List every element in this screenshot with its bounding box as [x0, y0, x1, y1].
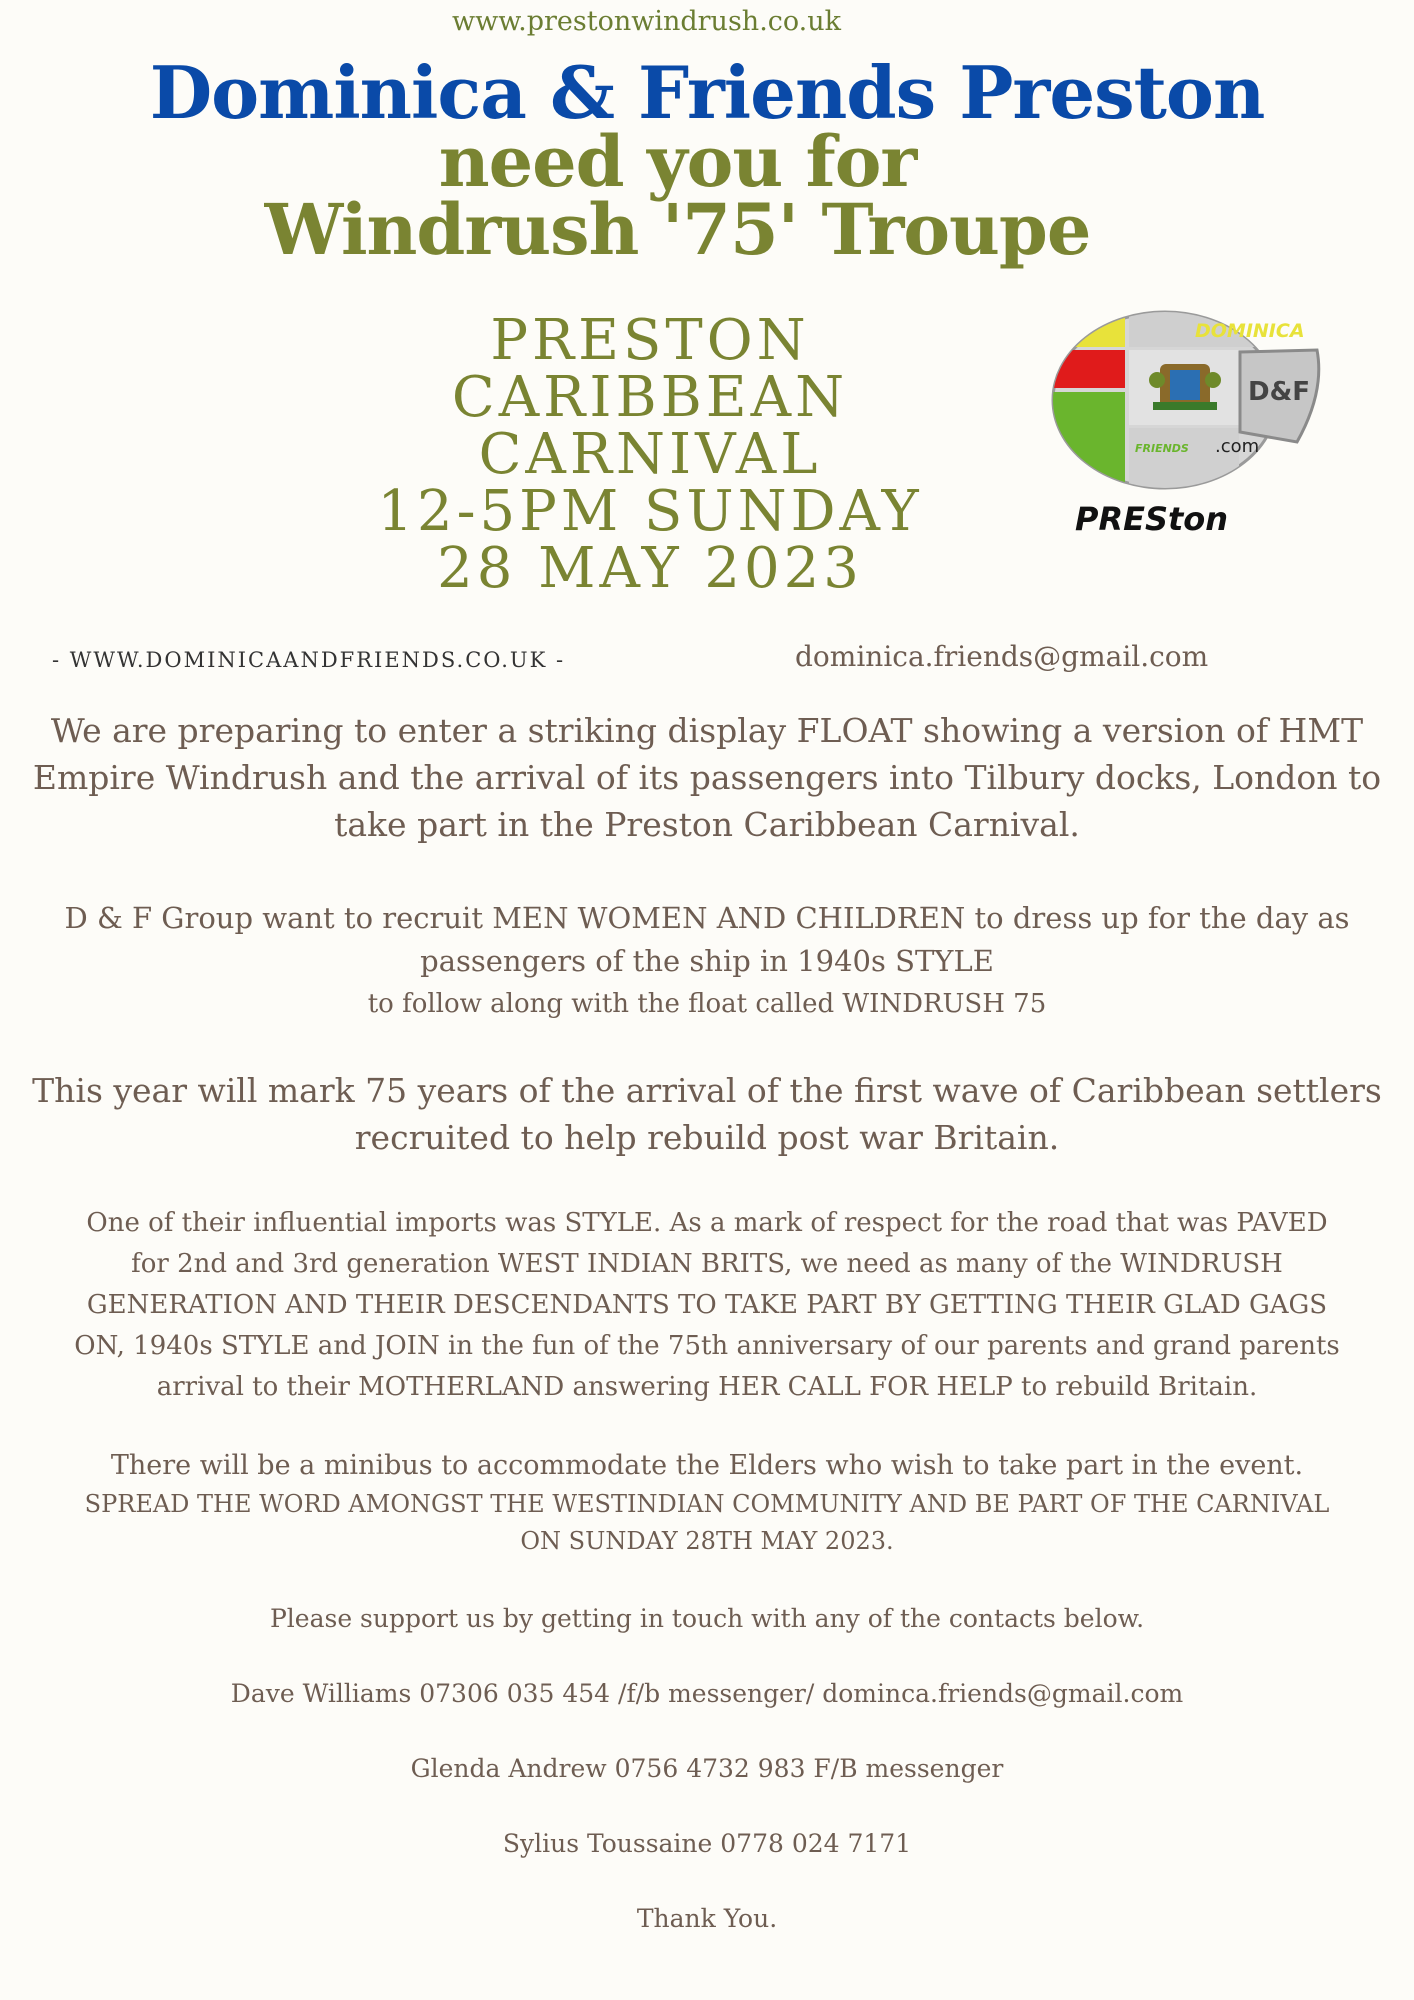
event-line-1: PRESTON — [490, 308, 810, 373]
paragraph-4-line-3: GENERATION AND THEIR DESCENDANTS TO TAKE PART BY GETTING THEIR GLAD GAGS — [86, 1290, 1328, 1320]
event-line-4: 12-5PM SUNDAY — [377, 479, 923, 544]
logo-preston-text: PRESton — [1075, 500, 1229, 538]
logo-friends-text: FRIENDS — [1135, 442, 1189, 455]
dominica-friends-website-link[interactable]: - WWW.DOMINICAANDFRIENDS.CO.UK - — [52, 648, 566, 672]
event-line-3: CARNIVAL — [478, 422, 822, 487]
paragraph-5 — [0, 1446, 1414, 1560]
paragraph-3-line-1: This year will mark 75 years of the arrival of the first wave of Caribbean settlers — [32, 1071, 1382, 1110]
paragraph-5-line-3: ON SUNDAY 28TH MAY 2023. — [520, 1527, 894, 1555]
subtitle-line-2: Windrush '75' Troupe — [264, 188, 1091, 271]
paragraph-2 — [0, 897, 1414, 1025]
dominica-friends-email-link[interactable]: dominica.friends@gmail.com — [795, 640, 1209, 673]
paragraph-1-line-1: We are preparing to enter a striking display FLOAT showing a version of HMT — [50, 711, 1364, 750]
logo-com-text: .com — [1215, 436, 1260, 457]
paragraph-5-line-2: SPREAD THE WORD AMONGST THE WESTINDIAN COMMUNITY AND BE PART OF THE CARNIVAL — [84, 1490, 1330, 1518]
paragraph-1-line-3: take part in the Preston Caribbean Carnival. — [334, 805, 1080, 844]
contact-sylius-toussaine[interactable]: Sylius Toussaine 0778 024 7171 — [502, 1829, 912, 1858]
paragraph-3-line-2: recruited to help rebuild post war Britain. — [354, 1118, 1060, 1157]
paragraph-1 — [0, 707, 1414, 848]
contact-glenda-andrew[interactable]: Glenda Andrew 0756 4732 983 F/B messenger — [410, 1754, 1004, 1783]
thank-you-text: Thank You. — [636, 1904, 778, 1933]
logo-yellow-segment — [1045, 307, 1125, 347]
paragraph-4-line-4: ON, 1940s STYLE and JOIN in the fun of the 75th anniversary of our parents and grand parents — [74, 1331, 1340, 1361]
contact-dave-williams[interactable]: Dave Williams 07306 035 454 /f/b messenger/ dominca.friends@gmail.com — [230, 1679, 1184, 1708]
dominica-friends-logo — [1025, 292, 1325, 542]
paragraph-5-line-1: There will be a minibus to accommodate the Elders who wish to take part in the event. — [110, 1450, 1304, 1481]
paragraph-2-line-2: passengers of the ship in 1940s STYLE — [420, 944, 994, 978]
logo-df-text: D&F — [1248, 377, 1311, 407]
paragraph-2-line-1: D & F Group want to recruit MEN WOMEN AND CHILDREN to dress up for the day as — [64, 901, 1350, 935]
contact-prompt: Please support us by getting in touch with any of the contacts below. — [269, 1604, 1145, 1633]
paragraph-4-line-5: arrival to their MOTHERLAND answering HER CALL FOR HELP to rebuild Britain. — [156, 1372, 1258, 1402]
logo-green-segment — [1045, 392, 1125, 492]
paragraph-4 — [0, 1203, 1414, 1408]
paragraph-3 — [0, 1067, 1414, 1161]
paragraph-1-line-2: Empire Windrush and the arrival of its passengers into Tilbury docks, London to — [32, 758, 1382, 797]
paragraph-4-line-1: One of their influential imports was STYLE. As a mark of respect for the road that was PAVED — [86, 1208, 1328, 1238]
event-line-2: CARIBBEAN — [451, 365, 849, 430]
event-line-5: 28 MAY 2023 — [437, 536, 863, 601]
subtitle-line-1: need you for — [438, 120, 917, 203]
logo-dominica-text: DOMINICA — [1195, 320, 1305, 342]
paragraph-2-line-3: to follow along with the float called WINDRUSH 75 — [367, 989, 1047, 1019]
paragraph-4-line-2: for 2nd and 3rd generation WEST INDIAN BRITS, we need as many of the WINDRUSH — [131, 1249, 1283, 1279]
main-title: Dominica & Friends Preston — [149, 50, 1265, 135]
top-website-link[interactable]: www.prestonwindrush.co.uk — [452, 6, 842, 37]
logo-red-segment — [1045, 350, 1125, 388]
